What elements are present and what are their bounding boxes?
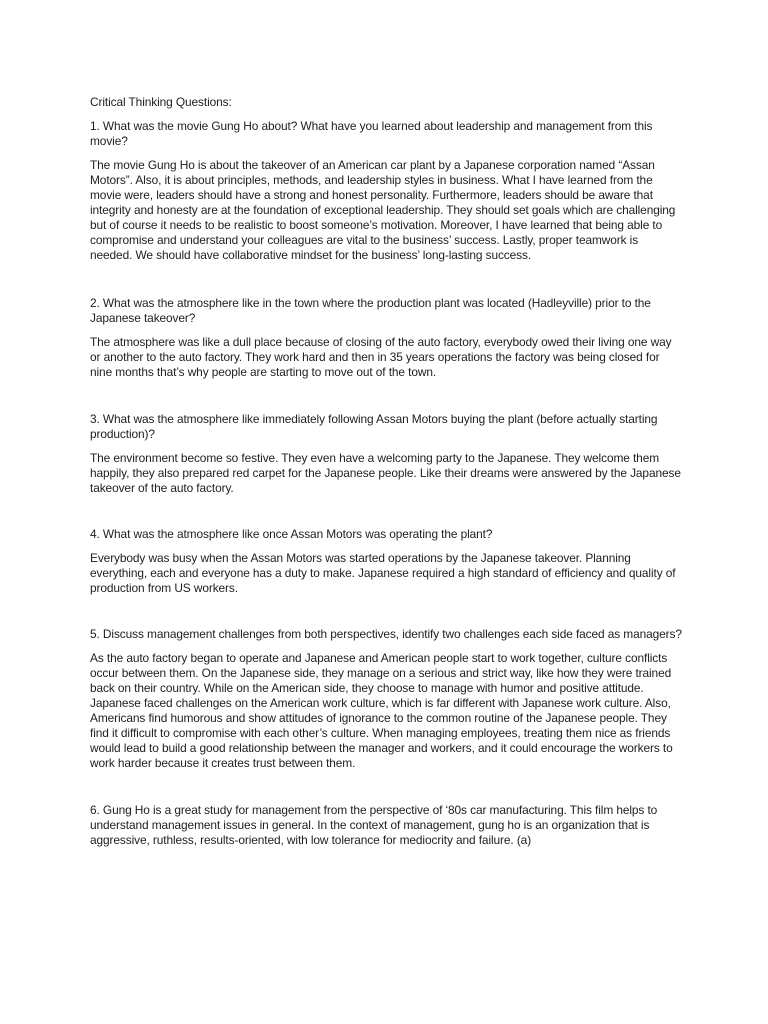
qa-block-3 — [90, 412, 682, 496]
document-heading: Critical Thinking Questions: — [90, 95, 232, 109]
qa-block-2 — [90, 296, 682, 380]
qa-block-1 — [90, 119, 682, 263]
qa-block-4 — [90, 527, 682, 596]
answer-3: The environment become so festive. They even have a welcoming party to the Japanese. They welcome them happily, they also prepared red carpet for the Japanese people. Like their dreams were answered by the Japanese takeover of the auto factory. — [90, 451, 681, 495]
question-3: 3. What was the atmosphere like immediately following Assan Motors buying the plant (before actually starting production)? — [90, 412, 658, 441]
question-6: 6. Gung Ho is a great study for management from the perspective of ‘80s car manufacturing. This film helps to understand management issues in general. In the context of management, gung ho is an organization that is aggressive, ruthless, results-oriented, with low tolerance for mediocrity and failure. (a) — [90, 803, 658, 847]
answer-4: Everybody was busy when the Assan Motors was started operations by the Japanese takeover. Planning everything, each and everyone has a duty to make. Japanese required a high standard of efficiency and quality of production from US workers. — [90, 551, 676, 595]
question-4: 4. What was the atmosphere like once Assan Motors was operating the plant? — [90, 527, 493, 541]
qa-block-5 — [90, 627, 682, 771]
answer-2: The atmosphere was like a dull place because of closing of the auto factory, everybody owed their living one way or another to the auto factory. They work hard and then in 35 years operations the factory was being closed for nine months that’s why people are starting to move out of the town. — [90, 335, 672, 379]
qa-block-6 — [90, 803, 682, 848]
question-5: 5. Discuss management challenges from both perspectives, identify two challenges each side faced as managers? — [90, 627, 682, 641]
answer-5: As the auto factory began to operate and Japanese and American people start to work together, culture conflicts occur between them. On the Japanese side, they manage on a serious and strict way, like how they were trained back on their country. While on the American side, they choose to manage with humor and positive attitude. Japanese faced challenges on the American work culture, which is far different with Japanese work culture. Also, Americans find humorous and show attitudes of ignorance to the common routine of the Japanese people. They find it difficult to compromise with each other’s culture. When managing employees, treating them nice as friends would lead to build a good relationship between the manager and workers, and it could encourage the workers to work harder because it creates trust between them. — [90, 651, 673, 770]
answer-1: The movie Gung Ho is about the takeover of an American car plant by a Japanese corporation named “Assan Motors”. Also, it is about principles, methods, and leadership styles in business. What I have learned from the movie were, leaders should have a strong and honest personality. Furthermore, leaders should be aware that integrity and honesty are at the foundation of exceptional leadership. They should set goals which are challenging but of course it needs to be realistic to boost someone’s motivation. Moreover, I have learned that being able to compromise and understand your colleagues are vital to the business’ success. Lastly, proper teamwork is needed. We should have collaborative mindset for the business’ long-lasting success. — [90, 158, 676, 262]
question-1: 1. What was the movie Gung Ho about? What have you learned about leadership and management from this movie? — [90, 119, 653, 148]
question-2: 2. What was the atmosphere like in the town where the production plant was located (Hadleyville) prior to the Japanese takeover? — [90, 296, 651, 325]
document-body — [90, 95, 682, 857]
